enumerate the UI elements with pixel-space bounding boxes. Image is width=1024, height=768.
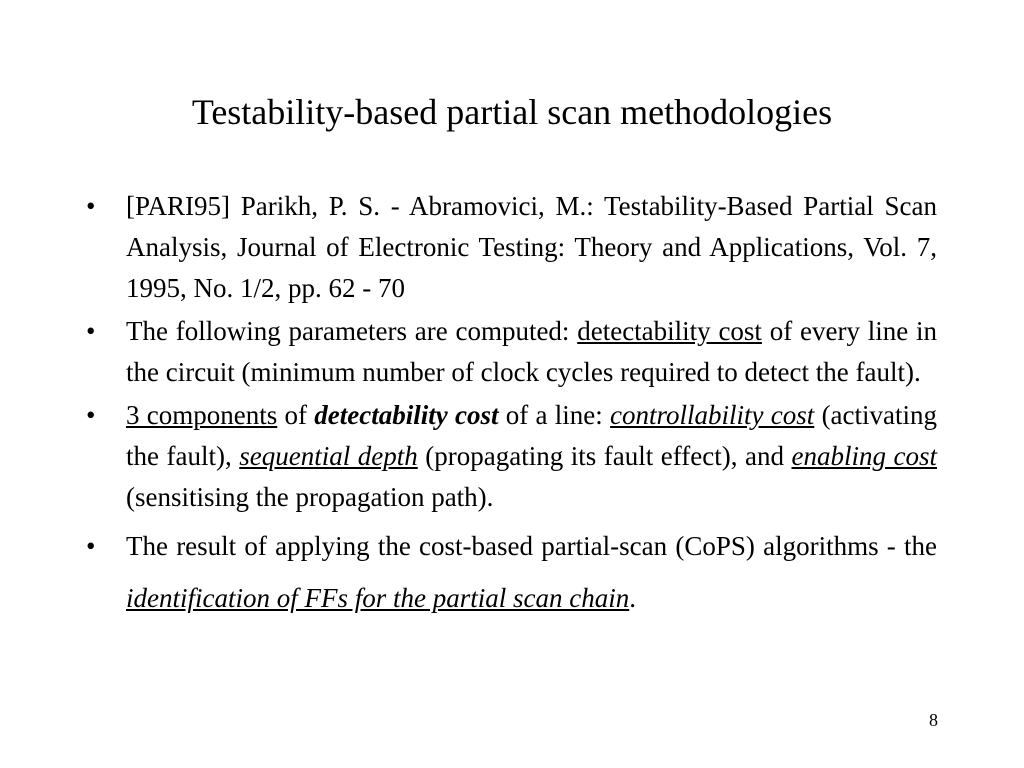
controllability-cost-term: controllability cost bbox=[610, 400, 815, 430]
detectability-cost-term: detectability cost bbox=[577, 316, 762, 346]
components-text-2: of a line: bbox=[498, 400, 611, 430]
detectability-cost-emphasis: detectability cost bbox=[314, 400, 499, 430]
bullet-list bbox=[86, 186, 937, 626]
bullet-result bbox=[86, 520, 937, 624]
components-text-4: (propagating its fault effect), and bbox=[417, 441, 792, 471]
enabling-cost-term: enabling cost bbox=[791, 441, 937, 471]
parameters-lead-text: The following parameters are computed: bbox=[126, 316, 578, 346]
components-text-3: (activating the fault), bbox=[126, 400, 938, 471]
bullet-components bbox=[86, 395, 937, 518]
components-text-5: (sensitising the propagation path). bbox=[126, 482, 494, 512]
three-components-term: 3 components bbox=[126, 400, 278, 430]
sequential-depth-term: sequential depth bbox=[239, 441, 418, 471]
result-lead-text: The result of applying the cost-based partial-scan (CoPS) algorithms - the bbox=[126, 531, 937, 561]
bullet-dot-icon: • bbox=[86, 316, 96, 346]
bullet-dot-icon: • bbox=[86, 400, 96, 430]
reference-text: [PARI95] Parikh, P. S. - Abramovici, M.: Testability-Based Partial Scan Analysis, Journal of Electronic Testing: Theory and Applications, Vol. 7, 1995, No. 1/2, pp. 62 - 70 bbox=[126, 191, 937, 303]
components-text-1: of bbox=[277, 400, 315, 430]
identification-ffs-term: identification of FFs for the partial scan chain bbox=[126, 583, 630, 613]
slide-title: Testability-based partial scan methodologies bbox=[191, 92, 833, 132]
bullet-parameters bbox=[86, 311, 937, 393]
result-end-text: . bbox=[629, 583, 636, 613]
parameters-rest-text: of every line in the circuit (minimum number of clock cycles required to detect the fault). bbox=[126, 316, 937, 387]
page-number: 8 bbox=[929, 710, 938, 730]
bullet-dot-icon: • bbox=[86, 531, 96, 561]
bullet-reference bbox=[86, 186, 937, 309]
bullet-dot-icon: • bbox=[86, 191, 96, 221]
